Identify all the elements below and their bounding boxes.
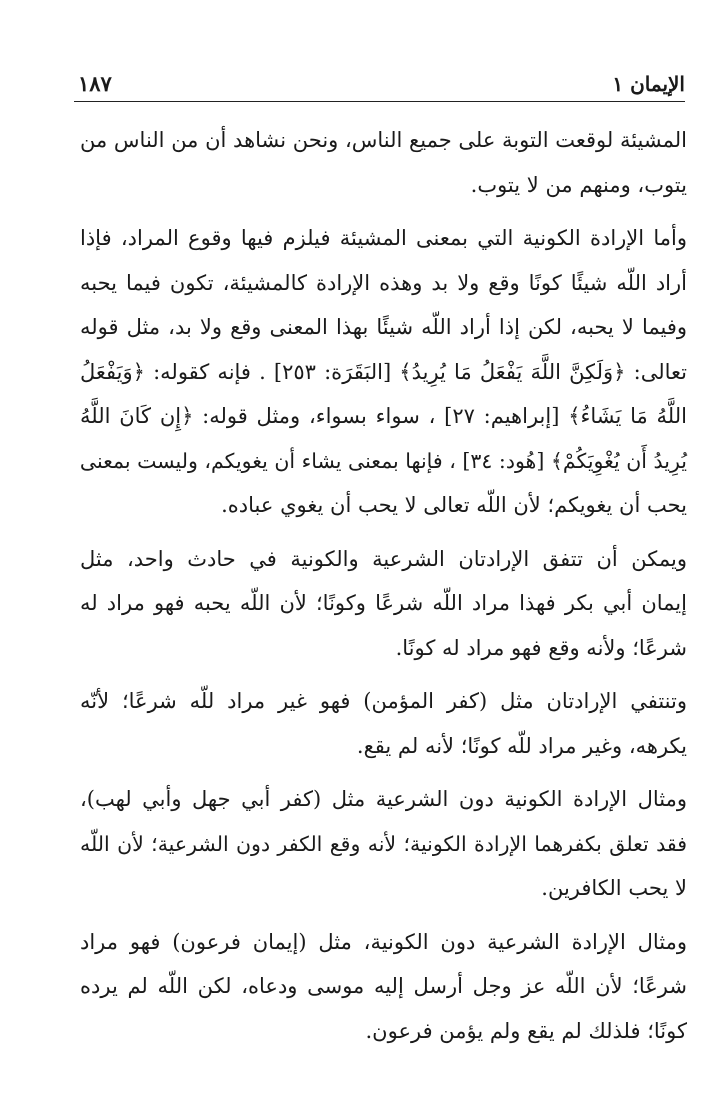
page-header: [78, 62, 685, 96]
text-line: ويمكن أن تتفق الإرادتان الشرعية والكونية في حادث واحد، مثل: [80, 546, 687, 571]
chapter-title: الإيمان ١: [612, 72, 685, 96]
text-line: شرعًا؛ لأن اللّه عز وجل أرسل إليه موسى ودعاه، لكن اللّه لم يرده: [80, 974, 687, 998]
paragraph: [80, 216, 687, 528]
text-line: أراد اللّه شيئًا كونًا وقع ولا بد وهذه الإرادة كالمشيئة، تكون فيما يحبه: [80, 270, 687, 295]
text-line: تعالى: ﴿وَلَكِنَّ اللَّهَ يَفْعَلُ مَا يُرِيدُ﴾ [البَقَرَة: ٢٥٣] . فإنه كقوله: ﴿وَيَفْعَلُ: [80, 359, 687, 384]
paragraph: [80, 118, 687, 207]
text-line: اللَّهُ مَا يَشَاءُ﴾ [إبراهيم: ٢٧] ، سواء بسواء، ومثل قوله: ﴿إِن كَانَ اللَّهُ: [80, 404, 687, 428]
text-line: يُرِيدُ أَن يُغْوِيَكُمْ﴾ [هُود: ٣٤] ، فإنها بمعنى يشاء أن يغويكم، وليست بمعنى: [79, 448, 687, 473]
paragraph: [80, 920, 687, 1054]
page-number: ١٨٧: [78, 71, 112, 96]
paragraph: [80, 679, 687, 768]
text-line: وأما الإرادة الكونية التي بمعنى المشيئة فيلزم فيها وقوع المراد، فإذا: [80, 226, 687, 250]
text-line: شرعًا؛ ولأنه وقع فهو مراد له كونًا.: [395, 635, 687, 660]
text-line: كونًا؛ فلذلك لم يقع ولم يؤمن فرعون.: [365, 1018, 687, 1043]
text-line: إيمان أبي بكر فهذا مراد اللّه شرعًا وكونًا؛ لأن اللّه يحبه فهو مراد له: [80, 591, 687, 615]
text-line: فقد تعلق بكفرهما الإرادة الكونية؛ لأنه وقع الكفر دون الشرعية؛ لأن اللّه: [80, 831, 687, 856]
text-line: وفيما لا يحبه، لكن إذا أراد اللّه شيئًا بهذا المعنى وقع ولا بد، مثل قوله: [80, 315, 687, 339]
text-line: يتوب، ومنهم من لا يتوب.: [470, 172, 687, 197]
text-line: لا يحب الكافرين.: [541, 876, 687, 900]
text-line: وتنتفي الإرادتان مثل (كفر المؤمن) فهو غير مراد للّه شرعًا؛ لأنّه: [80, 689, 687, 713]
text-line: ومثال الإرادة الكونية دون الشرعية مثل (كفر أبي جهل وأبي لهب)،: [80, 787, 687, 811]
text-line: يحب أن يغويكم؛ لأن اللّه تعالى لا يحب أن يغوي عباده.: [221, 493, 687, 517]
text-line: يكرهه، وغير مراد للّه كونًا؛ لأنه لم يقع.: [356, 733, 687, 758]
body-text: [80, 118, 687, 1062]
paragraph: [80, 777, 687, 911]
paragraph: [80, 537, 687, 671]
text-line: ومثال الإرادة الشرعية دون الكونية، مثل (إيمان فرعون) فهو مراد: [80, 929, 687, 954]
text-line: المشيئة لوقعت التوبة على جميع الناس، ونحن نشاهد أن من الناس من: [80, 128, 687, 152]
header-divider: [74, 101, 685, 102]
